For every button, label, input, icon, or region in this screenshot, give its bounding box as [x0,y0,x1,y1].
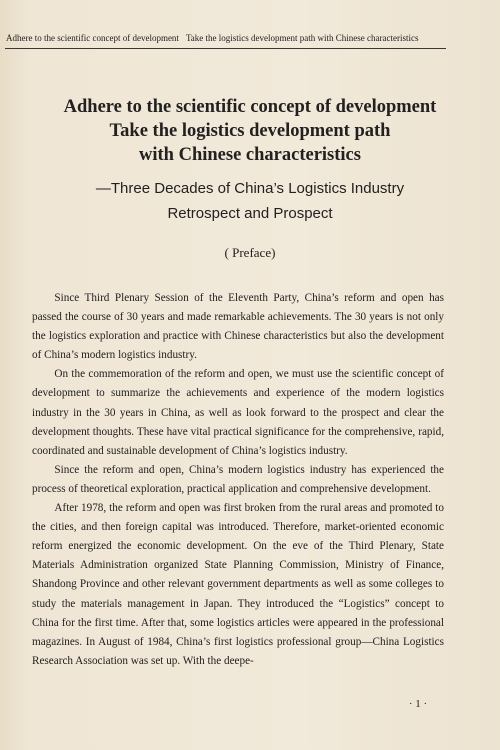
preface-label: ( Preface) [224,245,276,260]
body-text [32,289,444,671]
paragraph: Since the reform and open, China’s modern logistics industry has experienced the process of theoretical exploration, practical application and comprehensive development. [32,463,444,495]
title-line-2: Take the logistics development path [109,121,391,141]
subtitle-line-1: —Three Decades of China’s Logistics Industry [95,180,405,197]
running-header-left: Adhere to the scientific concept of development [6,33,179,43]
header-rule [5,48,446,49]
chapter-subtitle [0,176,500,226]
paragraph: After 1978, the reform and open was first broken from the rural areas and promoted to the cities, and then foreign capital was introduced. Therefore, market-oriented economic reform energized the economic development. On the eve of the Third Plenary, State Materials Administration organized State Planning Commission, Ministry of Finance, Shandong Province and other relevant government departments as well as some colleges to study the materials management in Japan. They introduced the “Logistics” concept to China for the first time. After that, some logistics articles were appeared in the professional magazines. In August of 1984, China’s first logistics professional group—China Logistics Research Association was set up. With the deepe- [32,502,444,667]
page-number: · 1 · [408,698,428,710]
subtitle-line-2: Retrospect and Prospect [167,205,333,222]
title-line-3: with Chinese characteristics [139,145,361,165]
paragraph: On the commemoration of the reform and open, we must use the scientific concept of development to summarize the achievements and experience of the modern logistics industry in the 30 years in China, as well as look forward to the prospect and clear the development thoughts. These have vital practical significance for the comprehensive, rapid, coordinated and sustainable development of China’s logistics industry. [32,368,444,457]
running-header [6,33,446,44]
chapter-title [0,95,500,167]
running-header-right: Take the logistics development path with Chinese characteristics [185,33,419,43]
title-line-1: Adhere to the scientific concept of development [63,97,437,117]
paragraph: Since Third Plenary Session of the Eleventh Party, China’s reform and open has passed the course of 30 years and made remarkable achievements. The 30 years is not only the logistics exploration and practice with Chinese characteristics but also the development of China’s modern logistics industry. [32,292,444,362]
